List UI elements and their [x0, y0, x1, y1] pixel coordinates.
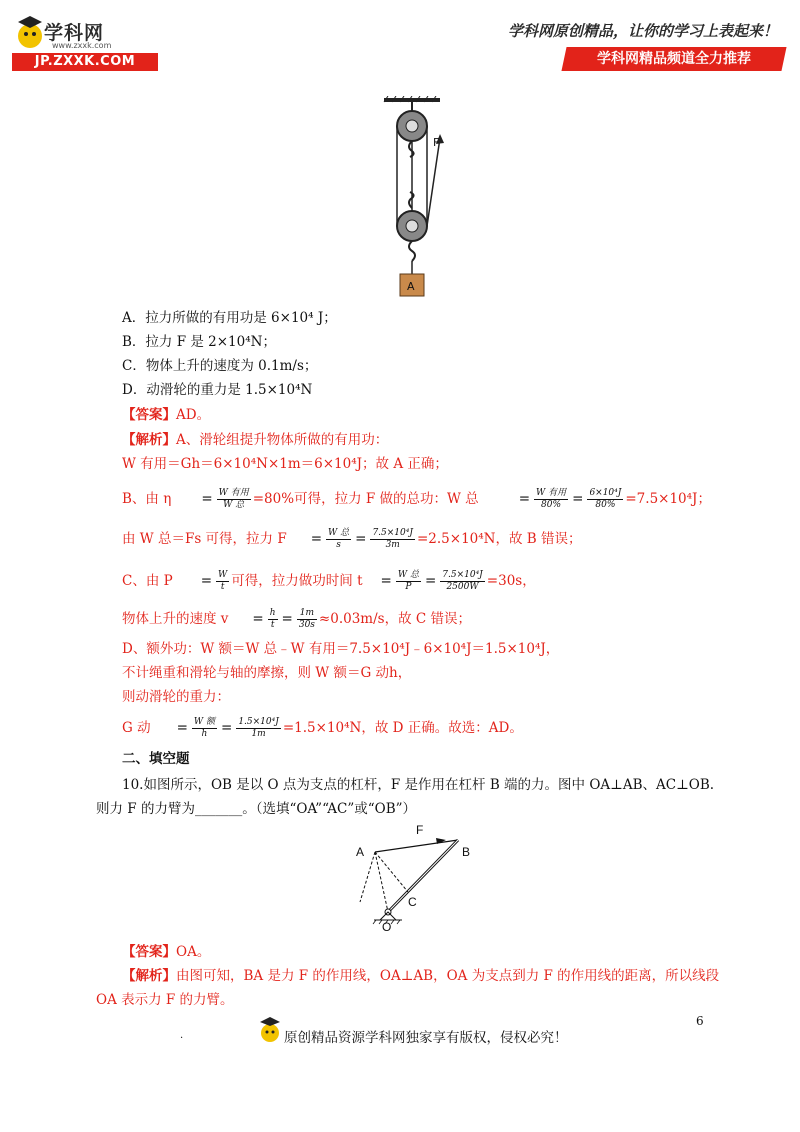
frac-num: W 有用: [536, 488, 567, 498]
frac-num: W 总: [328, 528, 350, 538]
line-ab: [375, 840, 458, 852]
analysis-1-line-10: G 动 = $\frac{\text{W 额}}{h}$ = $\frac{\text{1.5×10⁴J}}{1m}$ =1.5×10⁴N，故 D 正确。故选：AD。: [122, 717, 523, 739]
fraction: [268, 608, 278, 631]
frac-num: 1.5×10⁴J: [238, 717, 279, 727]
fraction: [396, 570, 421, 593]
answer-text: OA。: [176, 944, 211, 960]
frac-num: 7.5×10⁴J: [442, 570, 483, 580]
fraction: [534, 488, 568, 511]
frac-den: s: [336, 540, 341, 550]
answer-tag: 【答案】: [122, 407, 176, 423]
frac-num: W: [218, 570, 228, 580]
analysis-1-line-1: [122, 431, 388, 449]
text-segment: 由 W 总＝Fs 可得，拉力 F: [122, 531, 287, 547]
text-segment: =2.5×10⁴N，故 B 错误；: [416, 531, 582, 547]
fraction: [217, 488, 251, 511]
force-label: F: [433, 136, 440, 149]
option-b: B．拉力 F 是 2×10⁴N；: [122, 334, 276, 350]
answer-2: [122, 943, 210, 961]
text-segment: 物体上升的速度 v: [122, 611, 229, 627]
frac-num: 6×10⁴J: [589, 488, 622, 498]
question-10-line-2: 则力 F 的力臂为_______。（选填“OA”“AC”或“OB”）: [96, 801, 417, 817]
analysis-1-line-6: 物体上升的速度 v = $\frac{h}{t}$ = $\frac{1m}{30s}$ ≈0.03m/s，故 C 错误；: [122, 608, 471, 630]
label-o: O: [382, 920, 392, 932]
analysis-1-line-2: W 有用＝Gh＝6×10⁴N×1m＝6×10⁴J；故 A 正确；: [122, 456, 448, 472]
fraction: [370, 528, 415, 551]
frac-num: W 有用: [218, 488, 249, 498]
text-segment: ≈0.03m/s，故 C 错误；: [318, 611, 471, 627]
analysis-text: 由图可知，BA 是力 F 的作用线，OA⊥AB，OA 为支点到力 F 的作用线的距离，所以线段: [176, 968, 720, 984]
fraction: [297, 608, 317, 631]
fraction: [216, 570, 229, 593]
text-segment: B、由 η: [122, 491, 172, 507]
analysis-1-line-7: D、额外功：W 额＝W 总﹣W 有用＝7.5×10⁴J﹣6×10⁴J＝1.5×10⁴J，: [122, 641, 560, 657]
text-segment: =1.5×10⁴N，故 D 正确。故选：AD。: [282, 720, 523, 736]
label-c: C: [408, 895, 417, 909]
channel-text: 学科网精品频道全力推荐: [597, 51, 751, 67]
frac-den: P: [405, 582, 412, 592]
fixed-pulley-axle: [406, 120, 418, 132]
line-ac: [375, 852, 408, 892]
option-a: A．拉力所做的有用功是 6×10⁴ J；: [122, 310, 337, 326]
text-segment: C、由 P: [122, 573, 173, 589]
analysis-1-line-8: 不计绳重和滑轮与轴的摩擦，则 W 额＝G 动h，: [122, 665, 412, 681]
label-b: B: [462, 845, 471, 859]
pulley-diagram: [378, 96, 448, 301]
header-slogan: 学科网原创精品，让你的学习上表起来！: [507, 22, 778, 40]
text-segment: =7.5×10⁴J；: [625, 491, 711, 507]
analysis-2-line-2: OA 表示力 F 的力臂。: [96, 992, 234, 1008]
movable-pulley-axle: [406, 220, 418, 232]
answer-text: AD。: [176, 407, 211, 423]
answer-1: [122, 406, 210, 424]
analysis-1-line-3: B、由 η = $\frac{\text{W 有用}}{\text{W 总}}$ =80%可得，拉力 F 做的总功：W 总 = $\frac{\text{W 有用}}{80\%}$ = $\frac{\text{6×10⁴J}}{80\%}$ =7.5×10⁴J；: [122, 488, 711, 510]
fraction: [236, 717, 281, 740]
frac-num: 1m: [297, 608, 317, 620]
lever-diagram: [350, 820, 490, 932]
channel-banner: [561, 47, 786, 71]
frac-den: h: [201, 729, 208, 739]
fraction: [440, 570, 485, 593]
frac-den: 80%: [541, 500, 562, 510]
logo-url: www.zxxk.com: [52, 41, 112, 50]
logo-domain: JP.ZXXK.COM: [12, 53, 158, 71]
text-segment: 可得，拉力做功时间 t: [231, 573, 363, 589]
analysis-text: A、滑轮组提升物体所做的有用功：: [176, 432, 389, 448]
option-d: D．动滑轮的重力是 1.5×10⁴N: [122, 382, 313, 398]
line-oa: [375, 852, 388, 912]
frac-den: 3m: [385, 540, 400, 550]
block-label: A: [407, 280, 415, 293]
label-a: A: [356, 845, 365, 859]
analysis-2-line-1: [122, 967, 719, 985]
frac-den: t: [270, 620, 275, 630]
text-segment: =80%可得，拉力 F 做的总功：W 总: [252, 491, 479, 507]
mascot-logo-icon: [14, 14, 46, 50]
footer-copyright: 原创精品资源学科网独家享有版权，侵权必究！: [284, 1030, 568, 1046]
analysis-tag: 【解析】: [122, 432, 176, 448]
analysis-1-line-4: 由 W 总＝Fs 可得，拉力 F = $\frac{\text{W 总}}{s}$ = $\frac{\text{7.5×10⁴J}}{3m}$ =2.5×10⁴N，故 B 错误；: [122, 528, 582, 550]
analysis-tag: 【解析】: [122, 968, 176, 984]
frac-num: W 额: [193, 717, 216, 727]
frac-den: 80%: [595, 500, 616, 510]
frac-den: t: [220, 582, 225, 592]
page-header: [0, 0, 800, 80]
label-f: F: [416, 823, 424, 837]
option-c: C．物体上升的速度为 0.1m/s；: [122, 358, 318, 374]
frac-num: W 总: [397, 570, 419, 580]
fraction: [326, 528, 351, 551]
footer-mascot-icon: [258, 1016, 282, 1044]
fraction: [192, 717, 217, 740]
page-number: 6: [696, 1014, 704, 1028]
text-segment: =30s，: [486, 573, 536, 589]
frac-den: 30s: [298, 620, 315, 630]
analysis-1-line-5: C、由 P = $\frac{W}{t}$ 可得，拉力做功时间 t = $\frac{\text{W 总}}{P}$ = $\frac{\text{7.5×10⁴J}}{2500W}$ =30s，: [122, 570, 536, 592]
section-title: 二、填空题: [122, 751, 190, 767]
frac-den: 2500W: [446, 582, 479, 592]
text-segment: G 动: [122, 720, 151, 736]
question-10-line-1: 10.如图所示，OB 是以 O 点为支点的杠杆，F 是作用在杠杆 B 端的力。图中 OA⊥AB、AC⊥OB.: [122, 777, 715, 793]
analysis-1-line-9: 则动滑轮的重力：: [122, 689, 230, 705]
answer-tag: 【答案】: [122, 944, 176, 960]
frac-den: 1m: [251, 729, 266, 739]
frac-num: 7.5×10⁴J: [372, 528, 413, 538]
logo-brand: 学科网: [44, 22, 105, 44]
footer-dot: .: [180, 1030, 184, 1041]
frac-num: h: [269, 608, 276, 618]
frac-den: W 总: [223, 500, 245, 510]
fraction: [587, 488, 623, 511]
